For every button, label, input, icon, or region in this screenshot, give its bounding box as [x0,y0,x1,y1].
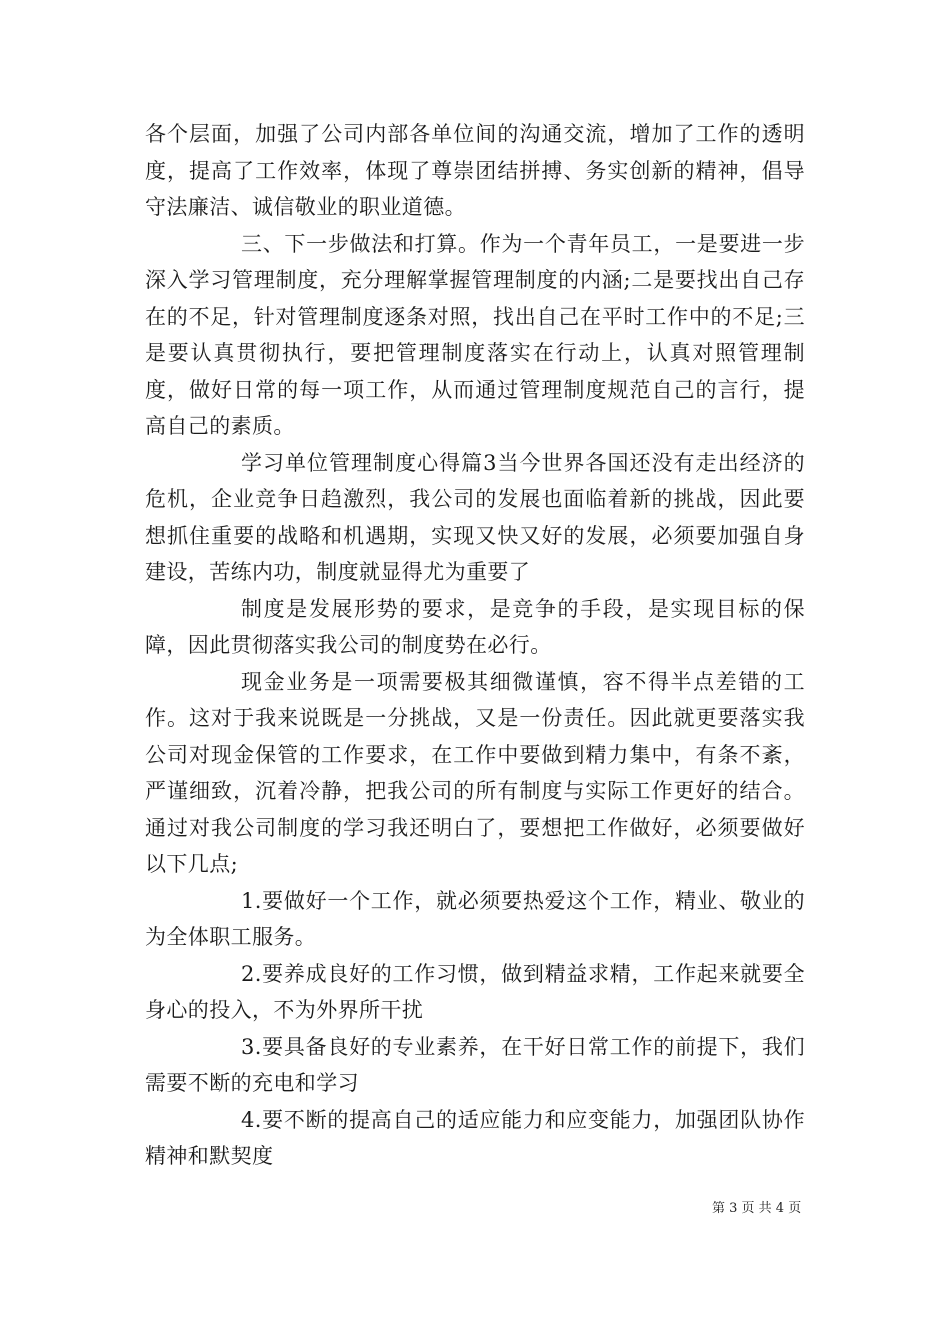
page-number-footer: 第 3 页 共 4 页 [712,1201,802,1216]
list-item-3: 3.要具备良好的专业素养，在干好日常工作的前提下，我们需要不断的充电和学习 [145,1034,805,1095]
list-item-4: 4.要不断的提高自己的适应能力和应变能力，加强团队协作精神和默契度 [145,1107,805,1168]
paragraph-4: 制度是发展形势的要求，是竞争的手段，是实现目标的保障，因此贯彻落实我公司的制度势在必行。 [145,596,805,657]
list-item-2: 2.要养成良好的工作习惯，做到精益求精，工作起来就要全身心的投入，不为外界所干扰 [145,961,805,1022]
paragraph-5: 现金业务是一项需要极其细微谨慎，容不得半点差错的工作。这对于我来说既是一分挑战，又是一份责任。因此就更要落实我公司对现金保管的工作要求，在工作中要做到精力集中，有条不紊，严谨细致，沉着冷静，把我公司的所有制度与实际工作更好的结合。通过对我公司制度的学习我还明白了，要想把工作做好，必须要做好以下几点; [145,669,805,876]
paragraph-1: 各个层面，加强了公司内部各单位间的沟通交流，增加了工作的透明度，提高了工作效率，体现了尊崇团结拼搏、务实创新的精神，倡导守法廉洁、诚信敬业的职业道德。 [145,122,805,219]
document-body [145,116,805,1175]
paragraph-2: 三、下一步做法和打算。作为一个青年员工，一是要进一步深入学习管理制度，充分理解掌握管理制度的内涵;二是要找出自己存在的不足，针对管理制度逐条对照，找出自己在平时工作中的不足;三是要认真贯彻执行，要把管理制度落实在行动上，认真对照管理制度，做好日常的每一项工作，从而通过管理制度规范自己的言行，提高自己的素质。 [145,231,805,438]
list-item-1: 1.要做好一个工作，就必须要热爱这个工作，精业、敬业的为全体职工服务。 [145,888,805,949]
paragraph-3: 学习单位管理制度心得篇3当今世界各国还没有走出经济的危机，企业竞争日趋激烈，我公司的发展也面临着新的挑战，因此要想抓住重要的战略和机遇期，实现又快又好的发展，必须要加强自身建设，苦练内功，制度就显得尤为重要了 [145,450,805,584]
